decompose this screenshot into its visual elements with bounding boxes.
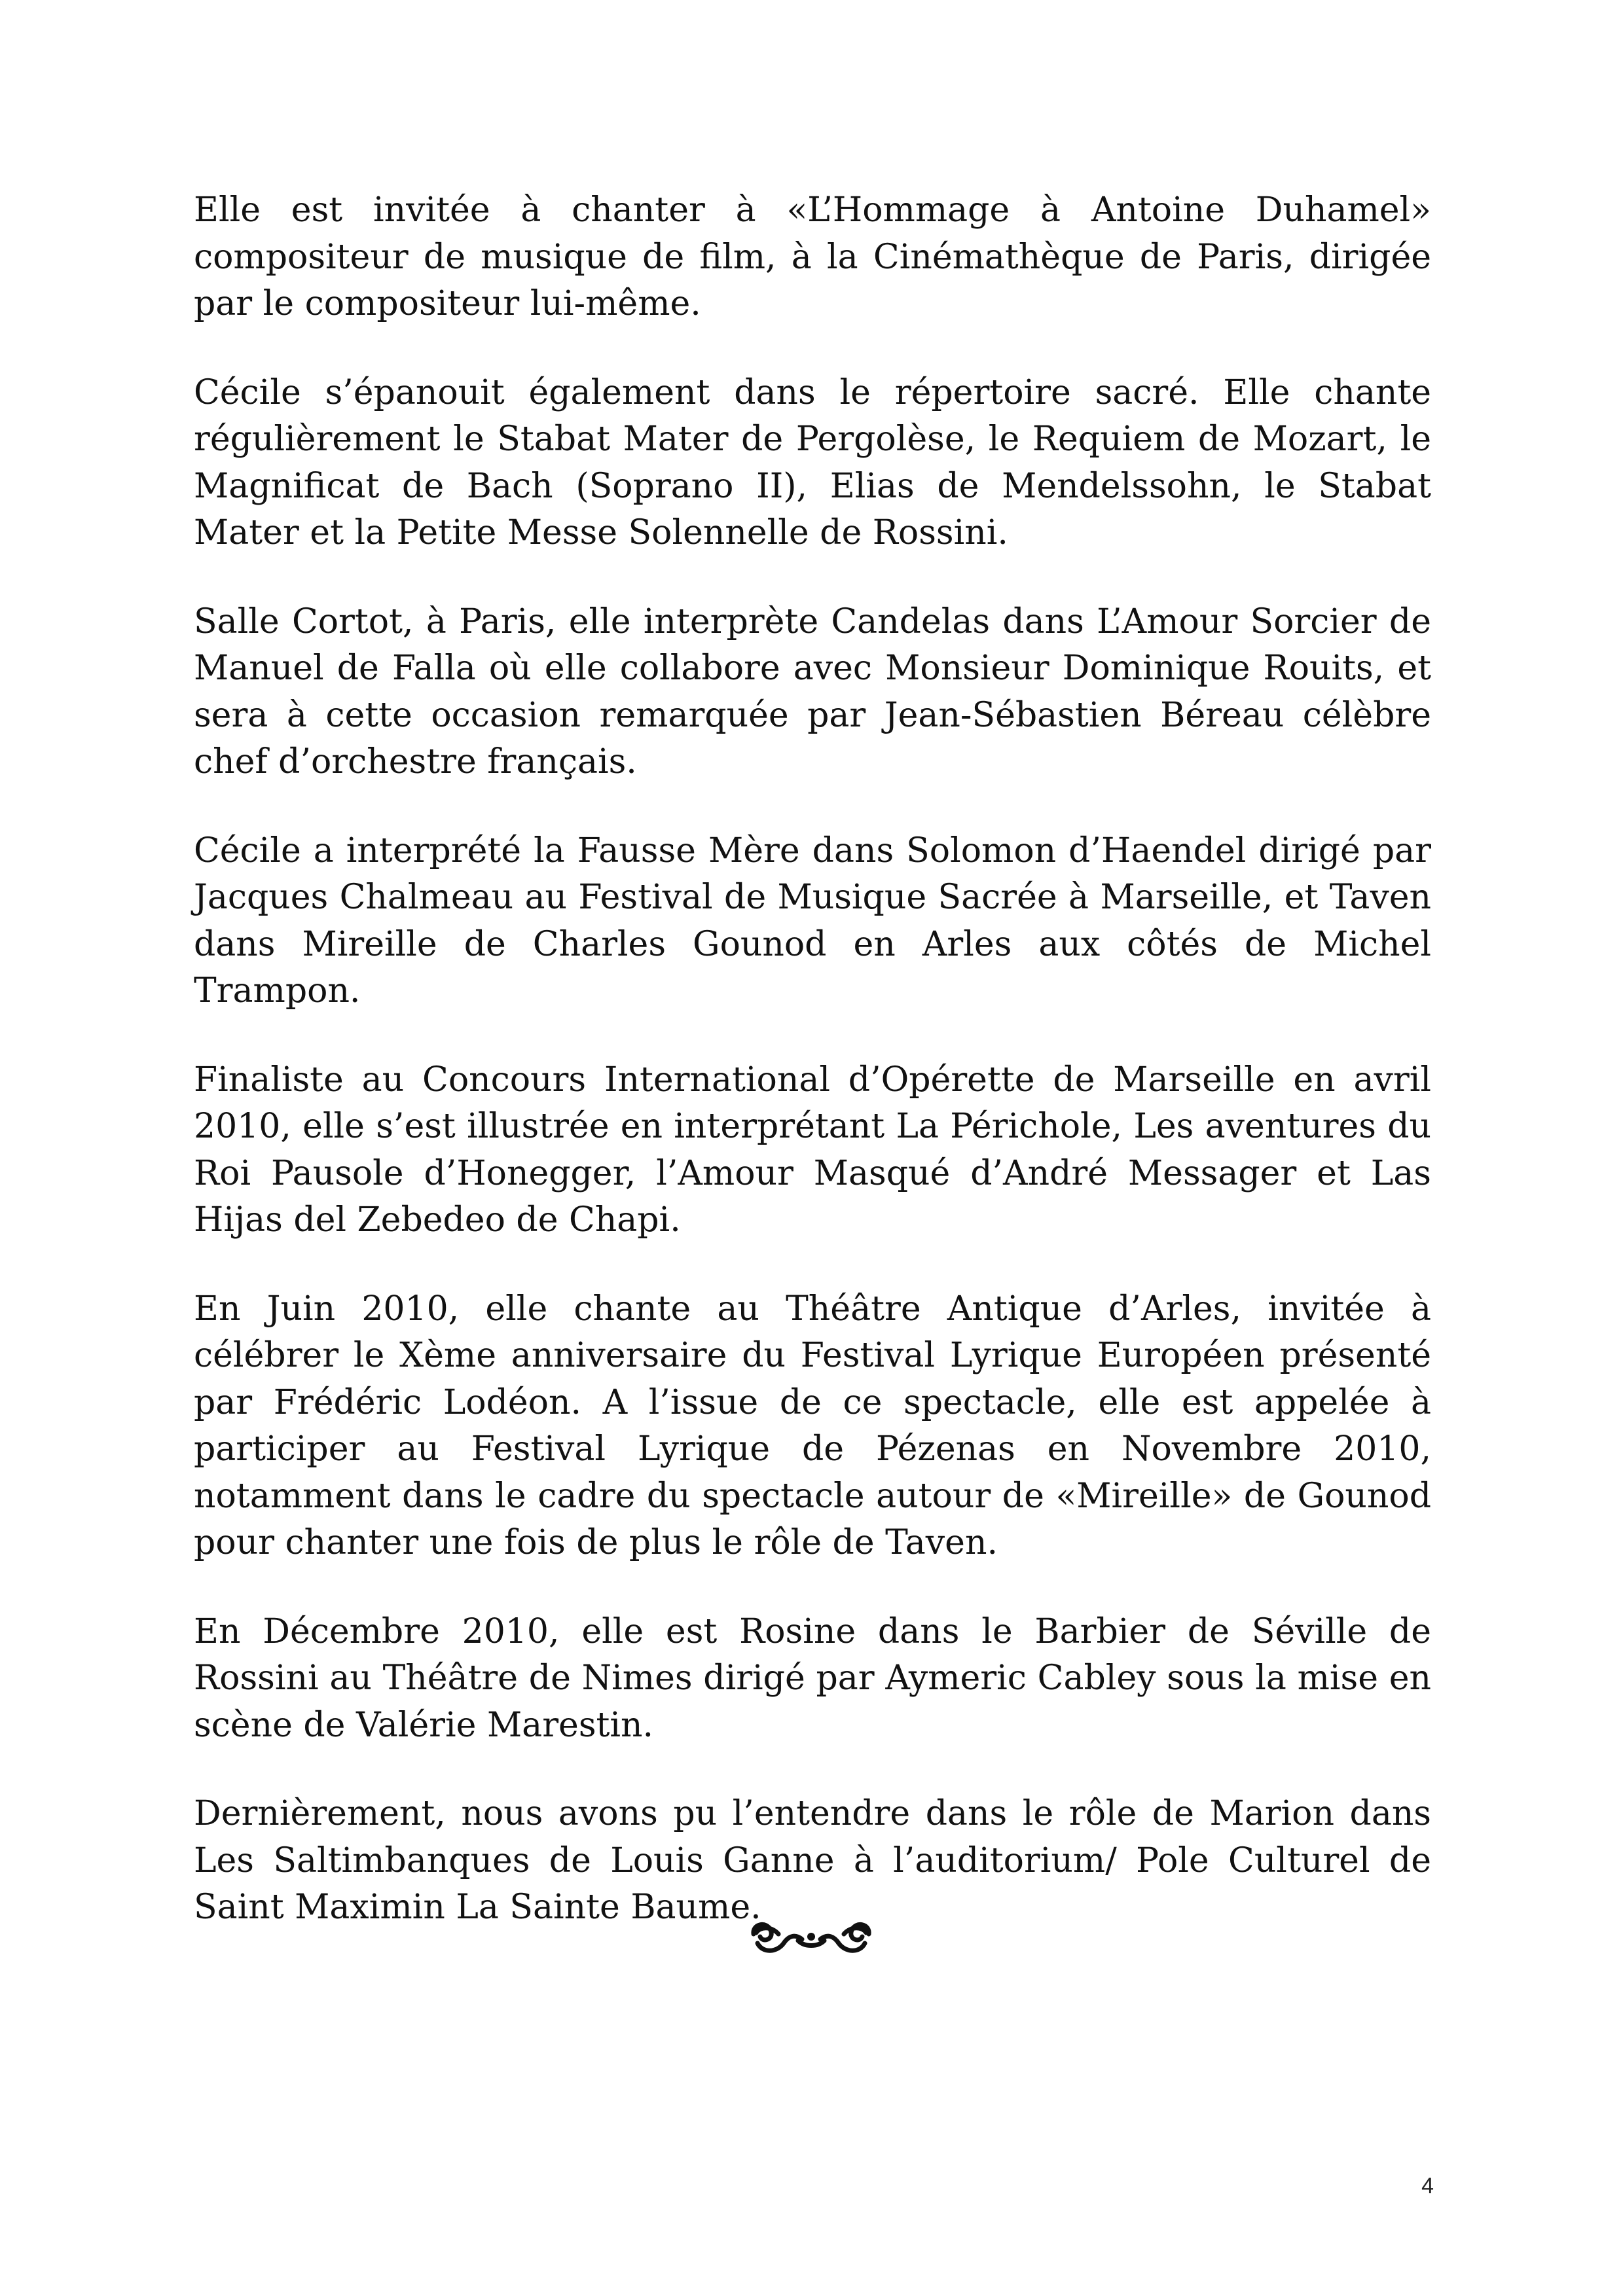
paragraph-6: En Juin 2010, elle chante au Théâtre Antique d’Arles, invitée à célébrer le Xème anniversaire du Festival Lyrique Européen présenté par Frédéric Lodéon. A l’issue de ce spectacle, elle est appelée à participer au Festival Lyrique de Pézenas en Novembre 2010, notamment dans le cadre du spectacle autour de «Mireille» de Gounod pour chanter une fois de plus le rôle de Taven. [194,1289,1431,1562]
paragraph-1: Elle est invitée à chanter à «L’Hommage à Antoine Duhamel» compositeur de musique de film, à la Cinémathèque de Paris, dirigée par le compositeur lui-même. [194,190,1431,323]
flourish-ornament-icon [746,1914,877,1962]
paragraph-2: Cécile s’épanouit également dans le répertoire sacré. Elle chante régulièrement le Stabat Mater de Pergolèse, le Requiem de Mozart, le Magnificat de Bach (Soprano II), Elias de Mendelssohn, le Stabat Mater et la Petite Messe Solennelle de Rossini. [194,372,1431,552]
paragraph-3: Salle Cortot, à Paris, elle interprète Candelas dans L’Amour Sorcier de Manuel de Falla où elle collabore avec Monsieur Dominique Rouits, et sera à cette occasion remarquée par Jean-Sébastien Béreau célèbre chef d’orchestre français. [194,601,1431,781]
paragraph-8: Dernièrement, nous avons pu l’entendre dans le rôle de Marion dans Les Saltimbanques de Louis Ganne à l’auditorium/ Pole Culturel de Saint Maximin La Sainte Baume. [194,1794,1431,1927]
paragraph-5: Finaliste au Concours International d’Opérette de Marseille en avril 2010, elle s’est illustrée en interprétant La Périchole, Les aventures du Roi Pausole d’Honegger, l’Amour Masqué d’André Messager et Las Hijas del Zebedeo de Chapi. [194,1060,1431,1240]
page-number: 4 [1421,2174,1434,2198]
paragraph-4: Cécile a interprété la Fausse Mère dans Solomon d’Haendel dirigé par Jacques Chalmeau au Festival de Musique Sacrée à Marseille, et Taven dans Mireille de Charles Gounod en Arles aux côtés de Michel Trampon. [194,831,1431,1011]
body-text [194,187,1431,1973]
paragraph-7: En Décembre 2010, elle est Rosine dans le Barbier de Séville de Rossini au Théâtre de Nimes dirigé par Aymeric Cabley sous la mise en scène de Valérie Marestin. [194,1611,1431,1745]
